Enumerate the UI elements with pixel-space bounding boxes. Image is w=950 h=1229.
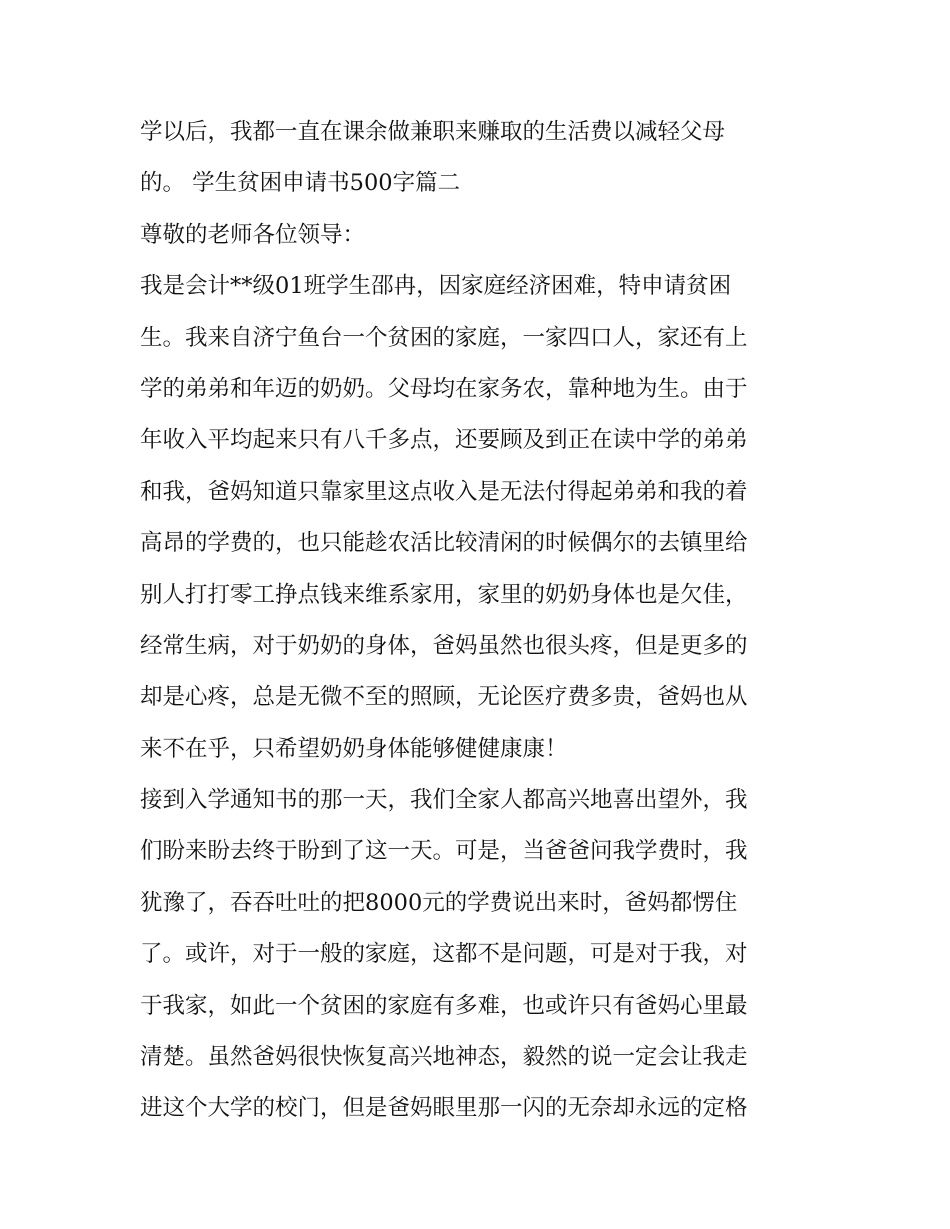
text-line: 了。或许，对于一般的家庭，这都不是问题，可是对于我，对 xyxy=(140,941,748,968)
text-line: 年收入平均起来只有八千多点，还要顾及到正在读中学的弟弟 xyxy=(140,427,748,454)
text-line: 的。 学生贫困申请书500字篇二 xyxy=(140,170,461,197)
text-line: 尊敬的老师各位领导： xyxy=(140,221,366,248)
text-line: 学的弟弟和年迈的奶奶。父母均在家务农，靠种地为生。由于 xyxy=(140,375,748,402)
text-line: 别人打打零工挣点钱来维系家用，家里的奶奶身体也是欠佳， xyxy=(140,581,748,608)
body-text xyxy=(140,107,820,1135)
text-line: 进这个大学的校门，但是爸妈眼里那一闪的无奈却永远的定格 xyxy=(140,1095,748,1122)
text-line: 却是心疼，总是无微不至的照顾，无论医疗费多贵，爸妈也从 xyxy=(140,684,748,711)
text-line: 经常生病，对于奶奶的身体，爸妈虽然也很头疼，但是更多的 xyxy=(140,632,748,659)
text-line: 和我，爸妈知道只靠家里这点收入是无法付得起弟弟和我的着 xyxy=(140,478,748,505)
text-line: 犹豫了，吞吞吐吐的把8000元的学费说出来时，爸妈都愣住 xyxy=(140,889,738,916)
text-line: 接到入学通知书的那一天，我们全家人都高兴地喜出望外，我 xyxy=(140,787,748,814)
text-line: 学以后，我都一直在课余做兼职来赚取的生活费以减轻父母 xyxy=(140,119,726,145)
text-line: 于我家，如此一个贫困的家庭有多难，也或许只有爸妈心里最 xyxy=(140,992,748,1019)
text-line: 高昂的学费的，也只能趁农活比较清闲的时候偶尔的去镇里给 xyxy=(140,530,748,557)
text-line: 清楚。虽然爸妈很快恢复高兴地神态，毅然的说一定会让我走 xyxy=(140,1044,748,1071)
text-line: 来不在乎，只希望奶奶身体能够健健康康！ xyxy=(140,735,568,762)
text-line: 们盼来盼去终于盼到了这一天。可是，当爸爸问我学费时，我 xyxy=(140,838,748,865)
text-line: 生。我来自济宁鱼台一个贫困的家庭，一家四口人，家还有上 xyxy=(140,324,748,351)
text-line: 我是会计**级01班学生邵冉，因家庭经济困难，特申请贫困 xyxy=(140,273,732,300)
